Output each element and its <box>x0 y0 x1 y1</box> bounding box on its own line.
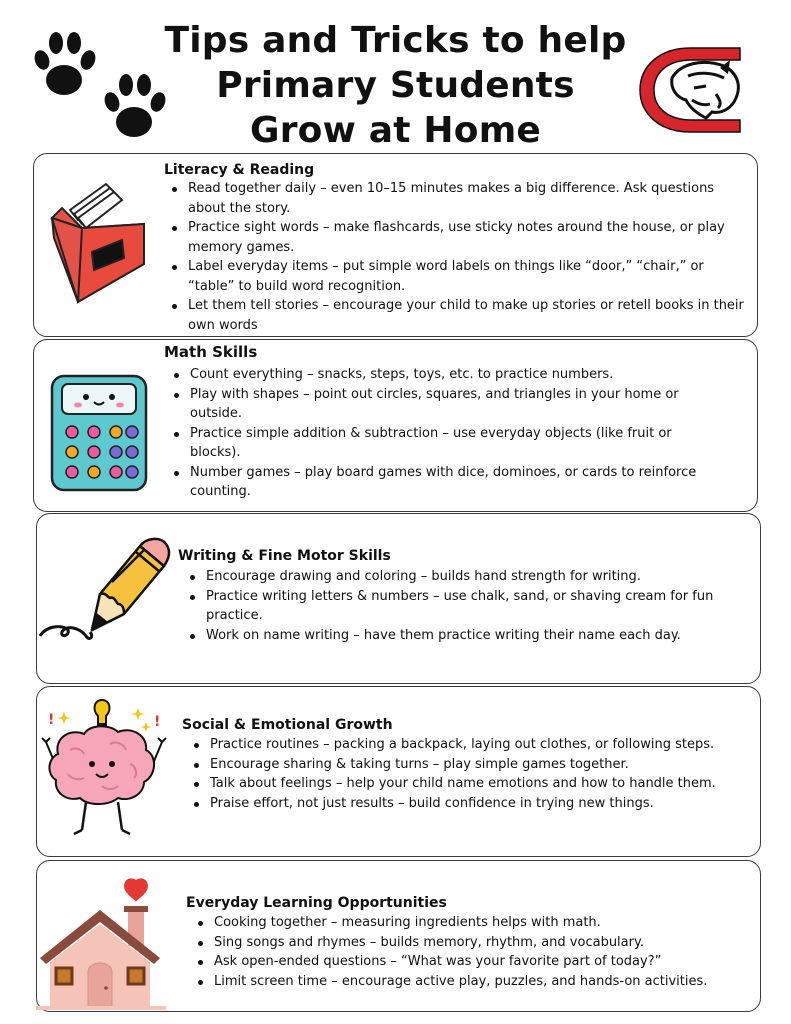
list-item: Number games – play board games with dice, dominoes, or cards to reinforce counting. <box>166 463 726 502</box>
social-tips-list <box>186 735 756 813</box>
house-icon <box>36 876 166 1010</box>
title-line: Grow at Home <box>249 110 542 151</box>
list-item: Praise effort, not just results – build confidence in trying new things. <box>186 794 756 814</box>
writing-tips-list <box>182 567 752 645</box>
list-item: Read together daily – even 10–15 minutes makes a big difference. Ask questions about the story. <box>164 179 746 218</box>
list-item: Encourage drawing and coloring – builds hand strength for writing. <box>182 567 752 587</box>
list-item: Play with shapes – point out circles, squares, and triangles in your home or outside. <box>166 385 726 424</box>
everyday-tips-list <box>190 913 756 991</box>
list-item: Encourage sharing & taking turns – play simple games together. <box>186 755 756 775</box>
section-title: Social & Emotional Growth <box>182 717 393 733</box>
list-item: Count everything – snacks, steps, toys, etc. to practice numbers. <box>166 365 726 385</box>
list-item: Practice simple addition & subtraction – use everyday objects (like fruit or blocks). <box>166 424 726 463</box>
list-item: Practice routines – packing a backpack, laying out clothes, or following steps. <box>186 735 756 755</box>
svg-text:!: ! <box>154 714 161 730</box>
title-line: Tips and Tricks to help <box>164 20 627 61</box>
list-item: Work on name writing – have them practice writing their name each day. <box>182 626 752 646</box>
list-item: Practice sight words – make flashcards, use sticky notes around the house, or play memory games. <box>164 218 746 257</box>
list-item: Let them tell stories – encourage your child to make up stories or retell books in their own words <box>164 296 746 335</box>
paw-print-icon <box>32 30 96 102</box>
section-title: Everyday Learning Opportunities <box>186 895 447 911</box>
book-icon <box>48 178 148 308</box>
svg-text:!: ! <box>48 712 55 728</box>
list-item: Practice writing letters & numbers – use chalk, sand, or shaving cream for fun practice. <box>182 587 752 626</box>
math-tips-list <box>166 365 726 502</box>
page-title <box>120 18 671 153</box>
list-item: Sing songs and rhymes – builds memory, rhythm, and vocabulary. <box>190 933 756 953</box>
list-item: Label everyday items – put simple word labels on things like “door,” “chair,” or “table” to build word recognition. <box>164 257 746 296</box>
title-line: Primary Students <box>216 65 575 106</box>
literacy-tips-list <box>164 179 746 335</box>
list-item: Talk about feelings – help your child name emotions and how to handle them. <box>186 774 756 794</box>
list-item: Limit screen time – encourage active play, puzzles, and hands-on activities. <box>190 972 756 992</box>
section-title: Math Skills <box>164 343 258 361</box>
calculator-icon <box>50 374 148 492</box>
list-item: Cooking together – measuring ingredients helps with math. <box>190 913 756 933</box>
brain-icon <box>40 694 170 838</box>
pencil-icon <box>36 532 172 650</box>
section-title: Literacy & Reading <box>164 162 315 178</box>
list-item: Ask open-ended questions – “What was your favorite part of today?” <box>190 952 756 972</box>
section-title: Writing & Fine Motor Skills <box>178 548 391 564</box>
